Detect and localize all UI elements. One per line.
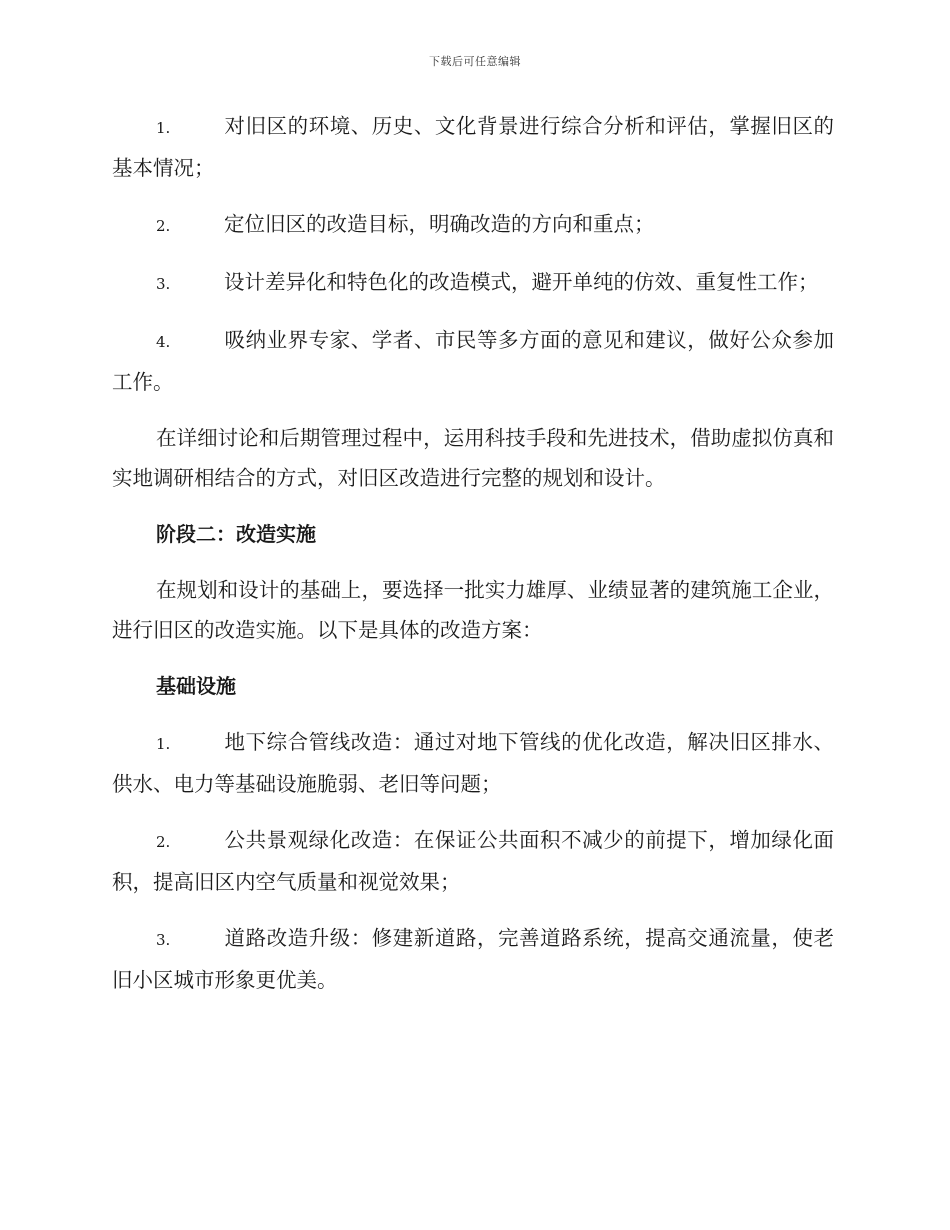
list-number: 4. <box>156 333 171 351</box>
body-paragraph: 在详细讨论和后期管理过程中，运用科技手段和先进技术，借助虚拟仿真和实地调研相结合的方式，对旧区改造进行完整的规划和设计。 <box>112 426 834 490</box>
list-text: 定位旧区的改造目标，明确改造的方向和重点； <box>224 212 655 236</box>
document-body <box>112 106 834 1016</box>
list-text: 地下综合管线改造：通过对地下管线的优化改造，解决旧区排水、供水、电力等基础设施脆弱、老旧等问题； <box>112 730 834 796</box>
list-text: 设计差异化和特色化的改造模式，避开单纯的仿效、重复性工作； <box>224 270 819 294</box>
subsection-heading: 基础设施 <box>156 674 236 698</box>
list-item <box>112 320 834 402</box>
list-item <box>112 722 834 804</box>
list-text: 对旧区的环境、历史、文化背景进行综合分析和评估，掌握旧区的基本情况； <box>112 114 834 180</box>
list-text: 公共景观绿化改造：在保证公共面积不减少的前提下，增加绿化面积，提高旧区内空气质量和视觉效果； <box>112 828 834 894</box>
list-number: 2. <box>156 217 171 235</box>
list-number: 2. <box>156 833 171 851</box>
page-header: 下载后可任意编辑 <box>429 55 521 68</box>
list-item <box>112 106 834 188</box>
list-item <box>112 820 834 902</box>
list-number: 1. <box>156 119 171 137</box>
list-item <box>112 918 834 1000</box>
body-paragraph: 在规划和设计的基础上，要选择一批实力雄厚、业绩显著的建筑施工企业，进行旧区的改造实施。以下是具体的改造方案： <box>112 578 834 642</box>
list-item <box>112 262 834 304</box>
list-text: 道路改造升级：修建新道路，完善道路系统，提高交通流量，使老旧小区城市形象更优美。 <box>112 926 834 992</box>
list-number: 1. <box>156 735 171 753</box>
list-number: 3. <box>156 275 171 293</box>
list-text: 吸纳业界专家、学者、市民等多方面的意见和建议，做好公众参加工作。 <box>112 328 834 394</box>
list-number: 3. <box>156 931 171 949</box>
list-item <box>112 204 834 246</box>
section-heading: 阶段二：改造实施 <box>156 522 316 546</box>
